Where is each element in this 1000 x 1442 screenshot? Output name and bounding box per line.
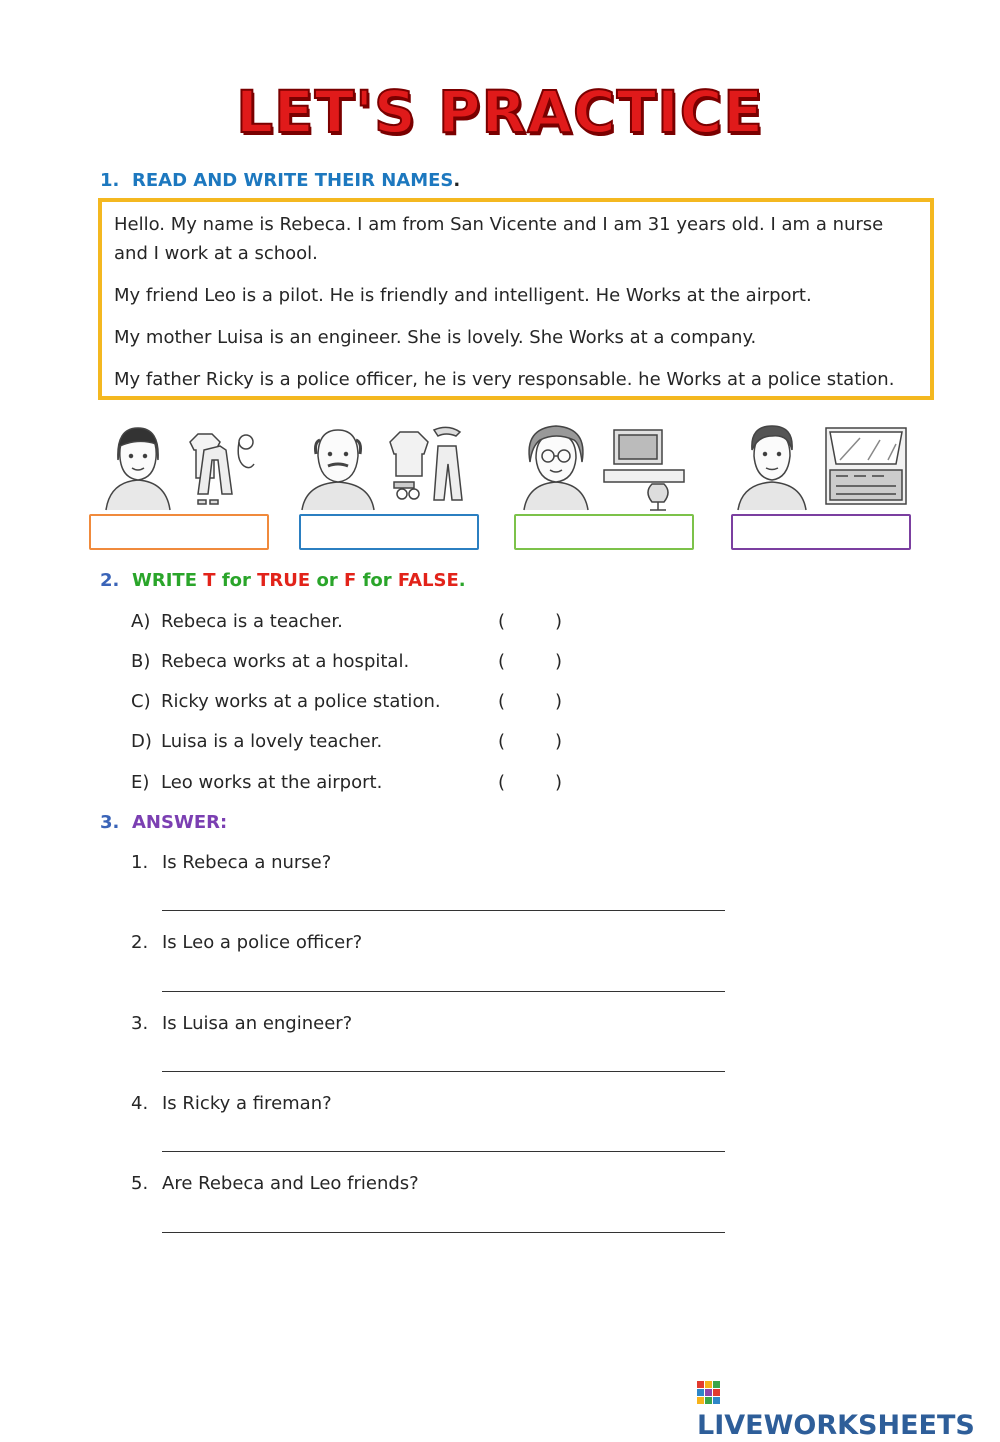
true-false-item: [131, 690, 563, 714]
question-number: 1.: [131, 852, 149, 873]
question-number: 3.: [131, 1013, 149, 1034]
question-item: [131, 1012, 352, 1036]
heading-word: T: [203, 570, 216, 591]
item-letter: A): [131, 611, 151, 632]
true-false-item: [131, 771, 563, 795]
reading-paragraph: Hello. My name is Rebeca. I am from San Vicente and I am 31 years old. I am a nurse and I work at a school.: [114, 214, 884, 264]
section-3-heading: [100, 812, 227, 833]
heading-word: for: [215, 570, 258, 591]
item-letter: B): [131, 651, 151, 672]
question-number: 5.: [131, 1173, 149, 1194]
item-statement: Ricky works at a police station.: [161, 691, 441, 712]
question-number: 2.: [131, 932, 149, 953]
question-text: Is Leo a police officer?: [162, 932, 363, 953]
heading-word: F: [344, 570, 357, 591]
nurse-girl-with-uniform-icon: [98, 420, 278, 512]
question-number: 4.: [131, 1093, 149, 1114]
section-1-title: READ AND WRITE THEIR NAMES: [132, 170, 454, 191]
reading-paragraph: My mother Luisa is an engineer. She is lovely. She Works at a company.: [114, 327, 757, 348]
man-with-police-uniform-icon: [298, 420, 478, 512]
item-statement: Luisa is a lovely teacher.: [161, 731, 383, 752]
liveworksheets-logo: [697, 1378, 1000, 1441]
true-false-item: [131, 730, 563, 754]
section-1-heading: [100, 170, 460, 191]
true-false-item: [131, 610, 563, 634]
answer-line[interactable]: [162, 910, 725, 911]
question-item: [131, 1092, 332, 1116]
reading-passage: [98, 198, 934, 400]
heading-word: or: [310, 570, 344, 591]
name-input-box[interactable]: [299, 514, 479, 550]
true-false-item: [131, 650, 563, 674]
item-statement: Rebeca is a teacher.: [161, 611, 343, 632]
open-paren: (: [498, 691, 506, 712]
heading-word: TRUE: [257, 570, 311, 591]
name-input-box[interactable]: [89, 514, 269, 550]
page-title: LET'S PRACTICE: [236, 78, 764, 146]
question-item: [131, 1172, 419, 1196]
reading-paragraph: My father Ricky is a police officer, he is very responsable. he Works at a police station.: [114, 369, 895, 390]
heading-word: WRITE: [132, 570, 204, 591]
answer-line[interactable]: [162, 1151, 725, 1152]
question-item: [131, 851, 331, 875]
close-paren: ): [555, 611, 563, 632]
open-paren: (: [498, 772, 506, 793]
question-text: Are Rebeca and Leo friends?: [162, 1173, 419, 1194]
question-text: Is Luisa an engineer?: [162, 1013, 353, 1034]
name-input-box[interactable]: [514, 514, 694, 550]
heading-word: for: [356, 570, 398, 591]
section-3-number: 3.: [100, 812, 120, 833]
section-2-number: 2.: [100, 570, 120, 591]
liveworksheets-mark-icon: [697, 1381, 721, 1405]
section-3-title: ANSWER:: [132, 812, 228, 833]
man-with-cockpit-icon: [730, 420, 910, 512]
heading-word: .: [458, 570, 466, 591]
question-text: Is Rebeca a nurse?: [162, 852, 332, 873]
section-2-heading: [100, 570, 466, 591]
close-paren: ): [555, 731, 563, 752]
item-letter: D): [131, 731, 152, 752]
open-paren: (: [498, 611, 506, 632]
woman-with-computer-icon: [514, 420, 694, 512]
open-paren: (: [498, 731, 506, 752]
close-paren: ): [555, 691, 563, 712]
answer-line[interactable]: [162, 991, 725, 992]
question-item: [131, 931, 362, 955]
section-1-number: 1.: [100, 170, 120, 191]
reading-paragraph: My friend Leo is a pilot. He is friendly and intelligent. He Works at the airport.: [114, 285, 812, 306]
question-text: Is Ricky a fireman?: [162, 1093, 332, 1114]
heading-word: FALSE: [397, 570, 459, 591]
item-letter: C): [131, 691, 151, 712]
item-statement: Rebeca works at a hospital.: [161, 651, 410, 672]
close-paren: ): [555, 651, 563, 672]
logo-text: LIVEWORKSHEETS: [697, 1410, 975, 1441]
open-paren: (: [498, 651, 506, 672]
item-letter: E): [131, 772, 150, 793]
close-paren: ): [555, 772, 563, 793]
section-1-period: .: [453, 170, 461, 191]
item-statement: Leo works at the airport.: [161, 772, 383, 793]
answer-line[interactable]: [162, 1232, 725, 1233]
answer-line[interactable]: [162, 1071, 725, 1072]
name-input-box[interactable]: [731, 514, 911, 550]
